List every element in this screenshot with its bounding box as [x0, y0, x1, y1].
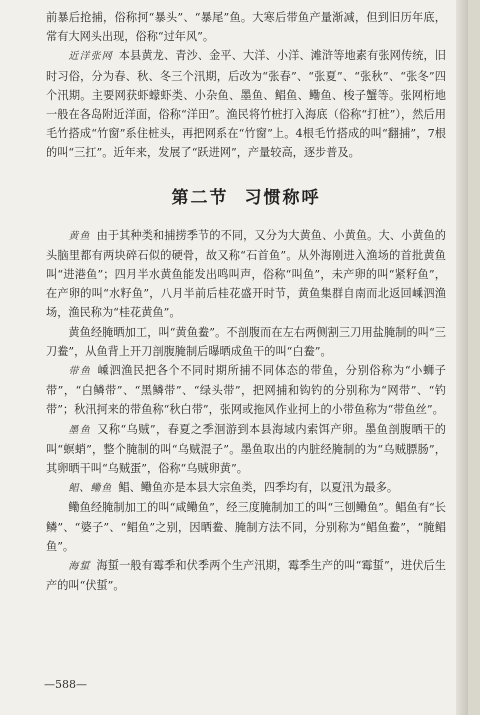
paragraph-heading: 带鱼 [68, 366, 92, 378]
paragraph-heading: 海蜇 [68, 561, 91, 573]
paragraph-pomfret-herring [46, 478, 446, 498]
paragraph-text: 由于其种类和捕捞季节的不同，又分为大黄鱼、小黄鱼。大、小黄鱼的头脑里都有两块碎石似的硬骨，故又称“石首鱼”。从外海刚进入渔场的首批黄鱼叫“进港鱼”；四月半水黄鱼能发出鸣叫声，俗称“叫鱼”，未产卵的叫“紧籽鱼”，在产卵的叫“水籽鱼”，八月半前后桂花盛开时节，黄鱼集群自南而北返回嵊泗渔场，渔民称为“桂花黄鱼”。 [46, 228, 446, 320]
paragraph-yellow-croaker [46, 226, 446, 323]
paragraph-heading: 鲳、鳓鱼 [68, 483, 113, 495]
paragraph-jellyfish [46, 556, 446, 595]
paragraph-heading: 墨鱼 [68, 424, 92, 436]
section-heading [46, 183, 446, 208]
paragraph-text: 鳓鱼经腌制加工的叫“咸鳓鱼”，经三度腌制加工的叫“三刨鳓鱼”。鲳鱼有“长鳞”、“婆子”、“鲳鱼”之别，因晒鲞、腌制方法不同，分别称为“鲳鱼鲞”，“腌鲳鱼”。 [46, 501, 446, 553]
paragraph-nearsea-net [46, 46, 446, 162]
paragraph-text: 海蜇一般有霉季和伏季两个生产汛期，霉季生产的叫“霉蜇”，进伏后生产的叫“伏蜇”。 [46, 559, 446, 593]
paragraph-hairtail [46, 361, 446, 420]
paragraph-text: 前暴后抢捕，俗称抲“暴头”、“暴尾”鱼。大寒后带鱼产量渐减，但到旧历年底，常有大网头出现，俗称“过年风”。 [46, 11, 446, 44]
paragraph-text: 本县黄龙、青沙、金平、大洋、小洋、滩浒等地素有张网传统，旧时习俗，分为春、秋、冬三个汛期，后改为“张春”、“张夏”、“张秋”、“张冬”四个汛期。主要网获虾蠓虾类、小杂鱼、墨鱼、鲳鱼、鳓鱼、梭子蟹等。张网桁地一般在各岛附近洋面，俗称“洋田”。渔民将竹桩打入海底（俗称“打桩”），然后用毛竹搭成“竹窗”系住桩头，再把网系在“竹窗”上。4根毛竹搭成的叫“翻捕”，7根的叫“三扛”。近年来，发展了“跃进网”，产量较高，逐步普及。 [46, 49, 446, 160]
paragraph-heading: 近洋张网 [68, 51, 113, 63]
page-number: —588— [44, 678, 87, 691]
paragraph-text: 黄鱼经腌晒加工，叫“黄鱼鲞”。不剖腹而在左右两侧割三刀用盐腌制的叫“三刀鲞”，从鱼背上开刀剖腹腌制后曝晒成鱼干的叫“白鲞”。 [46, 325, 446, 358]
section-body [46, 226, 446, 596]
paragraph-heading: 黄鱼 [68, 230, 91, 242]
section-number: 第二节 [171, 187, 229, 208]
section-title: 习惯称呼 [244, 187, 321, 208]
paragraph-text: 又称“乌贼”，春夏之季洄游到本县海域内索饵产卵。墨鱼剖腹晒干的叫“螟蛸”，整个腌制的叫“乌贼混子”。墨鱼取出的内脏经腌制的为“乌贼膘肠”，其卵晒干叫“乌贼蛋”，俗称“乌贼卵黄”。 [46, 422, 446, 476]
paragraph-cuttlefish [46, 420, 446, 479]
top-block [46, 8, 446, 163]
paragraph-yellow-croaker-processing [46, 323, 446, 361]
paragraph-text: 嵊泗渔民把各个不同时期所捕不同体态的带鱼，分别俗称为“小蛳子带”，“白鳞带”、“黑鳞带”、“绿头带”，把网捕和钩钓的分别称为“网带”、“钓带”；秋汛抲来的带鱼称“秋白带”，张网或拖风作业抲上的小带鱼称为“带鱼丝”。 [46, 364, 446, 417]
page-edge-shadow [456, 0, 468, 715]
paragraph-continuation [46, 8, 446, 46]
paragraph-pomfret-processing [46, 498, 446, 556]
paragraph-text: 鲳、鳓鱼亦是本县大宗鱼类，四季均有，以夏汛为最多。 [118, 481, 399, 495]
